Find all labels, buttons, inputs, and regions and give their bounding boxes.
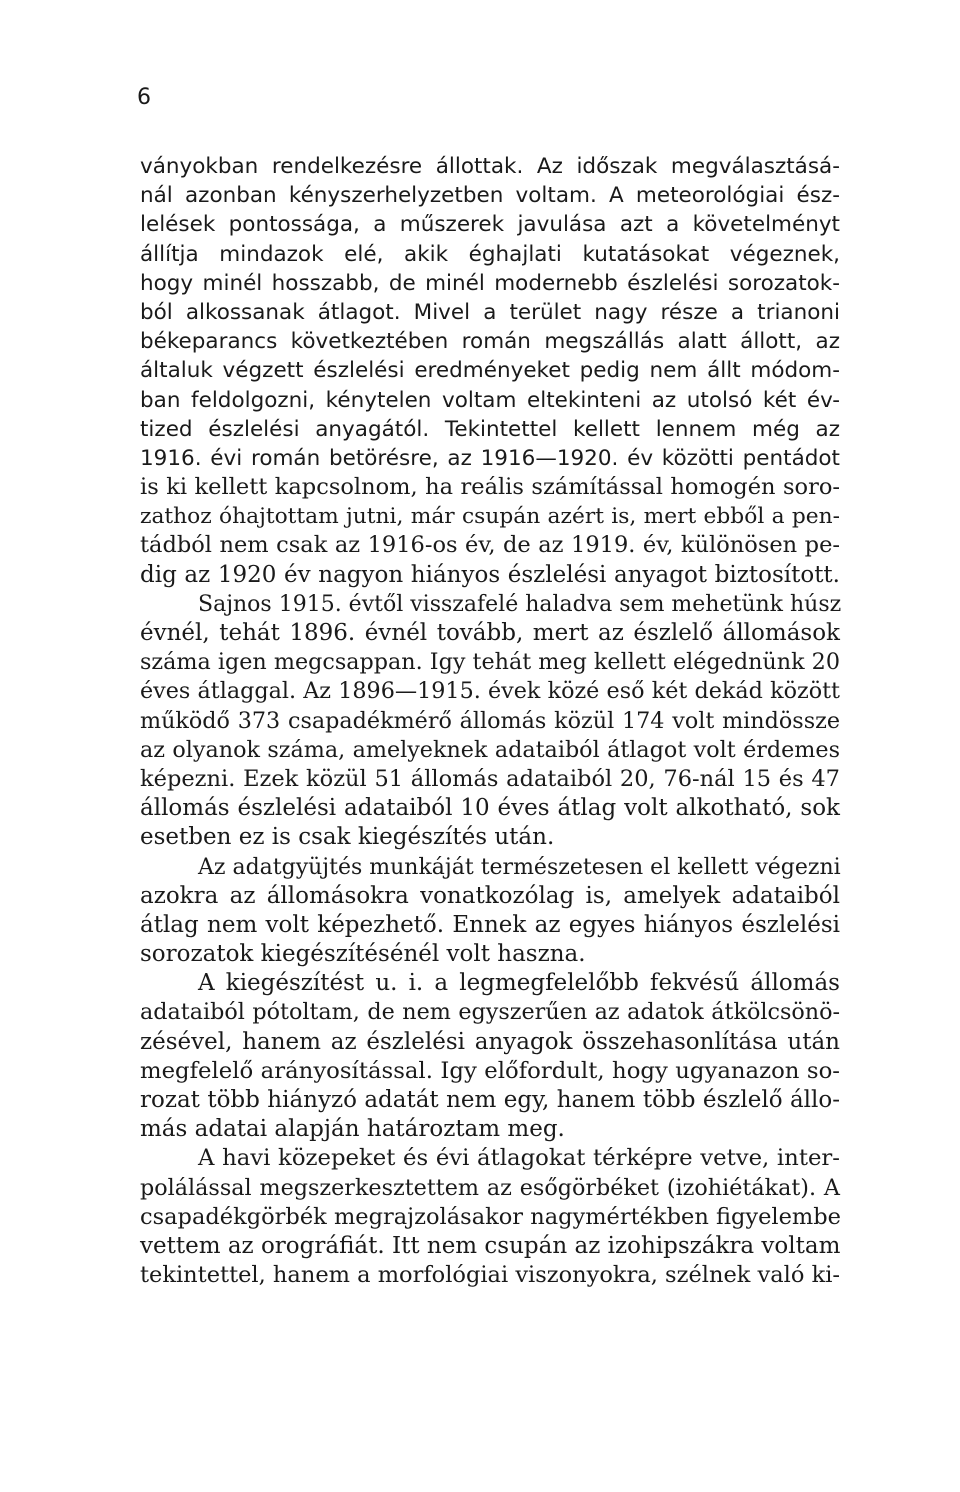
body-text: [140, 152, 840, 1290]
text-line: tized észlelési anyagától. Tekintettel kellett lennem még az: [140, 416, 840, 442]
text-line: ból alkossanak átlagot. Mivel a terület nagy része a trianoni: [140, 299, 840, 325]
text-line: tekintettel, hanem a morfológiai viszonyokra, szélnek való ki-: [140, 1262, 840, 1289]
text-line: dig az 1920 év nagyon hiányos észlelési anyagot biztosított.: [140, 561, 840, 588]
text-line: állomás észlelési adataiból 10 éves átlag volt alkotható, sok: [140, 795, 840, 822]
text-line: Sajnos 1915. évtől visszafelé haladva sem mehetünk húsz: [198, 591, 842, 617]
text-line: más adatai alapján határoztam meg.: [140, 1116, 565, 1143]
text-line: hogy minél hosszabb, de minél modernebb észlelési sorozatok-: [140, 270, 840, 296]
text-line: rozat több hiányzó adatát nem egy, hanem több észlelő állo-: [140, 1087, 840, 1113]
text-line: békeparancs következtében román megszállás alatt állott, az: [140, 329, 840, 355]
text-line: évnél, tehát 1896. évnél tovább, mert az észlelő állomások: [140, 620, 840, 646]
text-line: azokra az állomásokra vonatkozólag is, amelyek adataiból: [140, 882, 840, 909]
text-line: átlag nem volt képezhető. Ennek az egyes hiányos észlelési: [140, 911, 840, 938]
text-line: lelések pontossága, a műszerek javulása azt a követelményt: [140, 212, 840, 238]
text-line: éves átlaggal. Az 1896—1915. évek közé eső két dekád között: [140, 678, 840, 705]
text-line: ban feldolgozni, kénytelen voltam eltekinteni az utolsó két év-: [140, 387, 840, 413]
text-line: polálással megszerkesztettem az esőgörbéket (izohiétákat). A: [140, 1174, 840, 1201]
text-line: tádból nem csak az 1916-os év, de az 1919. év, különösen pe-: [140, 532, 840, 559]
text-line: állítja mindazok elé, akik éghajlati kutatásokat végeznek,: [140, 241, 840, 267]
text-line: A havi közepeket és évi átlagokat térképre vetve, inter-: [198, 1145, 840, 1172]
text-line: az olyanok száma, amelyeknek adataiból átlagot volt érdemes: [140, 736, 840, 763]
page-number: 6: [137, 85, 151, 110]
text-line: 1916. évi román betörésre, az 1916—1920. év közötti pentádot: [140, 445, 840, 471]
text-line: esetben ez is csak kiegészítés után.: [140, 824, 555, 851]
text-line: ványokban rendelkezésre állottak. Az időszak megválasztásá-: [140, 154, 840, 179]
text-line: csapadékgörbék megrajzolásakor nagymértékben figyelembe: [140, 1203, 841, 1230]
text-line: nál azonban kényszerhelyzetben voltam. A meteorológiai ész-: [140, 183, 840, 209]
text-line: adataiból pótoltam, de nem egyszerűen az adatok átkölcsönö-: [140, 999, 840, 1026]
text-line: zésével, hanem az észlelési anyagok összehasonlítása után: [140, 1028, 840, 1055]
text-line: is ki kellett kapcsolnom, ha reális számítással homogén soro-: [140, 474, 840, 501]
text-line: működő 373 csapadékmérő állomás közül 174 volt mindössze: [140, 707, 840, 734]
text-line: zathoz óhajtottam jutni, már csupán azért is, mert ebből a pen-: [140, 504, 840, 530]
text-line: száma igen megcsappan. Igy tehát meg kellett elégednünk 20: [140, 649, 840, 676]
text-line: általuk végzett észlelési eredményeket pedig nem állt módom-: [140, 358, 840, 384]
text-line: vettem az orográfiát. Itt nem csupán az izohipszákra voltam: [140, 1232, 841, 1259]
text-line: megfelelő arányosítással. Igy előfordult, hogy ugyanazon so-: [140, 1057, 840, 1084]
text-line: Az adatgyüjtés munkáját természetesen el kellett végezni: [198, 854, 841, 880]
text-line: képezni. Ezek közül 51 állomás adataiból 20, 76-nál 15 és 47: [140, 765, 840, 792]
text-line: A kiegészítést u. i. a legmegfelelőbb fekvésű állomás: [198, 970, 840, 997]
text-line: sorozatok kiegészítésénél volt haszna.: [140, 941, 586, 968]
